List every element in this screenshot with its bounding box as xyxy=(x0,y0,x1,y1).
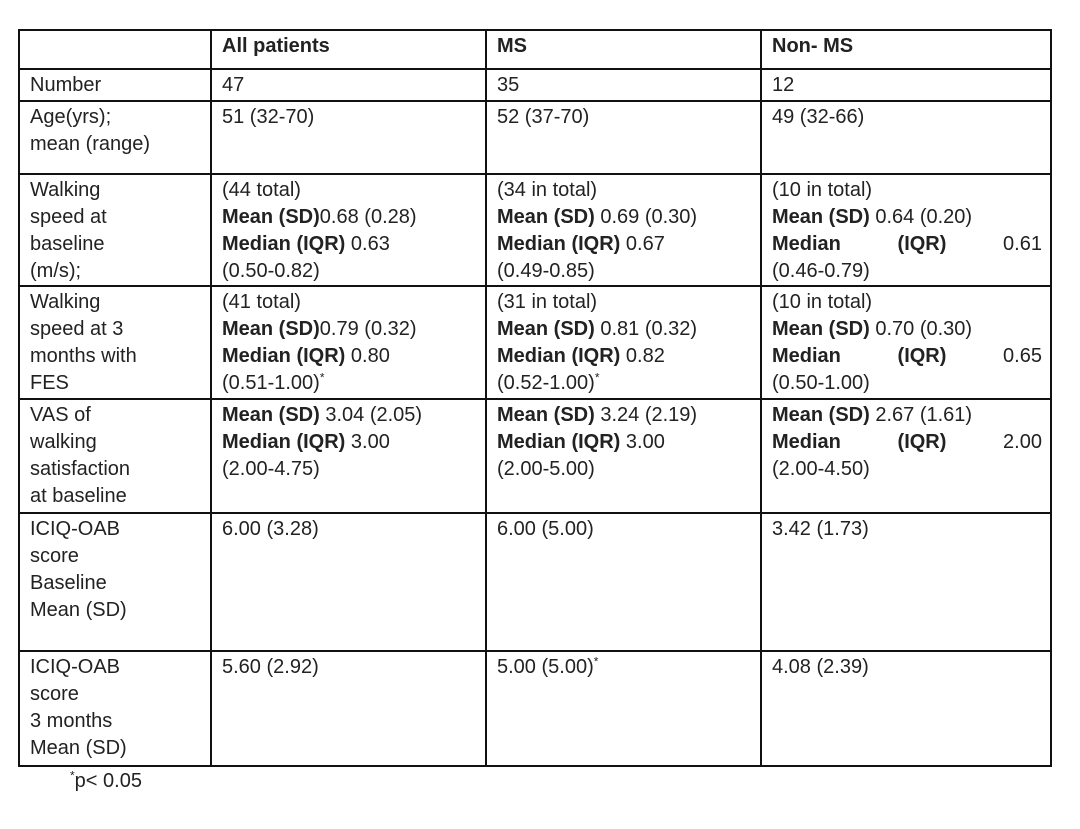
mean-value: 0.70 (0.30) xyxy=(869,318,973,340)
cell-number-non-ms: 12 xyxy=(761,69,1051,101)
iqr-label: (IQR) xyxy=(897,233,947,255)
mean-label: Mean (SD) xyxy=(772,318,870,340)
mean-value: 0.64 (0.20) xyxy=(869,206,973,228)
mean-label: Mean (SD) xyxy=(772,206,870,228)
row-label-number: Number xyxy=(19,69,211,101)
label-line: baseline xyxy=(30,233,105,255)
cell-walking-baseline-non-ms xyxy=(761,174,1051,286)
label-line: at baseline xyxy=(30,485,127,507)
label-line: satisfaction xyxy=(30,458,131,480)
iqr-range: (0.46-0.79) xyxy=(772,260,870,282)
iqr-range: (0.51-1.00) xyxy=(222,372,320,394)
iqr-range: (0.50-1.00) xyxy=(772,372,870,394)
label-line: speed at xyxy=(30,206,107,228)
cell-oab-baseline-non-ms: 3.42 (1.73) xyxy=(761,513,1051,651)
mean-value: 0.79 (0.32) xyxy=(319,318,417,340)
median-value: 0.67 xyxy=(625,233,665,255)
row-label-walking-baseline xyxy=(19,174,211,286)
cell-age-ms: 52 (37-70) xyxy=(486,101,761,174)
cell-oab-3m-ms xyxy=(486,651,761,766)
mean-label: Mean (SD) xyxy=(497,206,595,228)
row-oab-3-months xyxy=(19,651,1051,766)
label-line: Age(yrs); xyxy=(30,106,112,128)
label-line: Walking xyxy=(30,291,101,313)
label-line: ICIQ-OAB xyxy=(30,518,121,540)
median-label: Median xyxy=(772,431,841,453)
header-row xyxy=(19,30,1051,69)
cell-oab-3m-all: 5.60 (2.92) xyxy=(211,651,486,766)
cell-number-ms: 35 xyxy=(486,69,761,101)
significance-mark: * xyxy=(593,654,599,669)
median-value: 2.00 xyxy=(1003,431,1042,453)
count-text: (41 total) xyxy=(222,291,301,313)
label-line: score xyxy=(30,683,79,705)
row-number xyxy=(19,69,1051,101)
median-label: Median xyxy=(772,345,841,367)
label-line: walking xyxy=(30,431,97,453)
label-line: Baseline xyxy=(30,572,107,594)
cell-vas-non-ms xyxy=(761,399,1051,513)
significance-mark: * xyxy=(319,370,325,385)
label-line: Mean (SD) xyxy=(30,737,127,759)
median-value: 0.63 xyxy=(350,233,390,255)
mean-value: 3.04 (2.05) xyxy=(319,404,423,426)
mean-label: Mean (SD) xyxy=(497,318,595,340)
significance-mark: * xyxy=(594,370,600,385)
median-value: 0.80 xyxy=(350,345,390,367)
label-line: ICIQ-OAB xyxy=(30,656,121,678)
header-non-ms: Non- MS xyxy=(761,30,1051,69)
cell-walking-baseline-all xyxy=(211,174,486,286)
cell-oab-baseline-ms: 6.00 (5.00) xyxy=(486,513,761,651)
median-label: Median xyxy=(772,233,841,255)
cell-vas-ms xyxy=(486,399,761,513)
median-label: Median (IQR) xyxy=(222,345,346,367)
median-label: Median (IQR) xyxy=(222,233,346,255)
cell-age-all: 51 (32-70) xyxy=(211,101,486,174)
label-line: (m/s); xyxy=(30,260,82,282)
cell-oab-baseline-all: 6.00 (3.28) xyxy=(211,513,486,651)
corner-cell xyxy=(19,30,211,69)
label-line: VAS of xyxy=(30,404,91,426)
mean-value: 2.67 (1.61) xyxy=(869,404,973,426)
row-oab-baseline xyxy=(19,513,1051,651)
mean-value: 0.69 (0.30) xyxy=(594,206,698,228)
median-label: Median (IQR) xyxy=(497,431,621,453)
footnote-text: p< 0.05 xyxy=(74,770,142,792)
mean-label: Mean (SD) xyxy=(222,404,320,426)
header-all-patients: All patients xyxy=(211,30,486,69)
label-line: months with xyxy=(30,345,137,367)
label-line: Mean (SD) xyxy=(30,599,127,621)
iqr-range: (0.49-0.85) xyxy=(497,260,595,282)
iqr-range: (0.52-1.00) xyxy=(497,372,595,394)
median-value: 3.00 xyxy=(625,431,665,453)
iqr-range: (2.00-4.50) xyxy=(772,458,870,480)
count-text: (10 in total) xyxy=(772,179,873,201)
cell-number-all: 47 xyxy=(211,69,486,101)
count-text: (44 total) xyxy=(222,179,301,201)
label-line: Walking xyxy=(30,179,101,201)
mean-value: 3.24 (2.19) xyxy=(594,404,698,426)
oab-3m-ms-value: 5.00 (5.00) xyxy=(497,656,594,678)
count-text: (34 in total) xyxy=(497,179,598,201)
mean-label: Mean (SD) xyxy=(497,404,595,426)
row-age xyxy=(19,101,1051,174)
row-label-oab-baseline xyxy=(19,513,211,651)
cell-walking-baseline-ms xyxy=(486,174,761,286)
cell-age-non-ms: 49 (32-66) xyxy=(761,101,1051,174)
header-ms: MS xyxy=(486,30,761,69)
iqr-range: (0.50-0.82) xyxy=(222,260,320,282)
row-label-walking-3-months xyxy=(19,286,211,399)
mean-label: Mean (SD) xyxy=(222,318,320,340)
iqr-label: (IQR) xyxy=(897,431,947,453)
mean-label: Mean (SD) xyxy=(772,404,870,426)
cell-walking-3m-ms xyxy=(486,286,761,399)
label-line: 3 months xyxy=(30,710,113,732)
row-label-age xyxy=(19,101,211,174)
median-value: 0.65 xyxy=(1003,345,1042,367)
median-label: Median (IQR) xyxy=(497,233,621,255)
median-value: 0.82 xyxy=(625,345,665,367)
footnote-mark: * xyxy=(70,768,75,783)
count-text: (10 in total) xyxy=(772,291,873,313)
cell-vas-all xyxy=(211,399,486,513)
significance-footnote xyxy=(70,770,142,793)
median-label: Median (IQR) xyxy=(222,431,346,453)
patient-characteristics-table xyxy=(18,29,1052,767)
iqr-range: (2.00-5.00) xyxy=(497,458,595,480)
label-line: score xyxy=(30,545,79,567)
count-text: (31 in total) xyxy=(497,291,598,313)
cell-walking-3m-non-ms xyxy=(761,286,1051,399)
mean-value: 0.68 (0.28) xyxy=(319,206,417,228)
mean-value: 0.81 (0.32) xyxy=(594,318,698,340)
cell-oab-3m-non-ms: 4.08 (2.39) xyxy=(761,651,1051,766)
cell-walking-3m-all xyxy=(211,286,486,399)
row-label-vas xyxy=(19,399,211,513)
mean-label: Mean (SD) xyxy=(222,206,320,228)
row-label-oab-3-months xyxy=(19,651,211,766)
median-value: 3.00 xyxy=(350,431,390,453)
median-value: 0.61 xyxy=(1003,233,1042,255)
label-line: mean (range) xyxy=(30,133,151,155)
label-line: FES xyxy=(30,372,69,394)
row-walking-baseline xyxy=(19,174,1051,286)
label-line: speed at 3 xyxy=(30,318,124,340)
row-walking-3-months xyxy=(19,286,1051,399)
median-label: Median (IQR) xyxy=(497,345,621,367)
iqr-label: (IQR) xyxy=(897,345,947,367)
iqr-range: (2.00-4.75) xyxy=(222,458,320,480)
row-vas xyxy=(19,399,1051,513)
